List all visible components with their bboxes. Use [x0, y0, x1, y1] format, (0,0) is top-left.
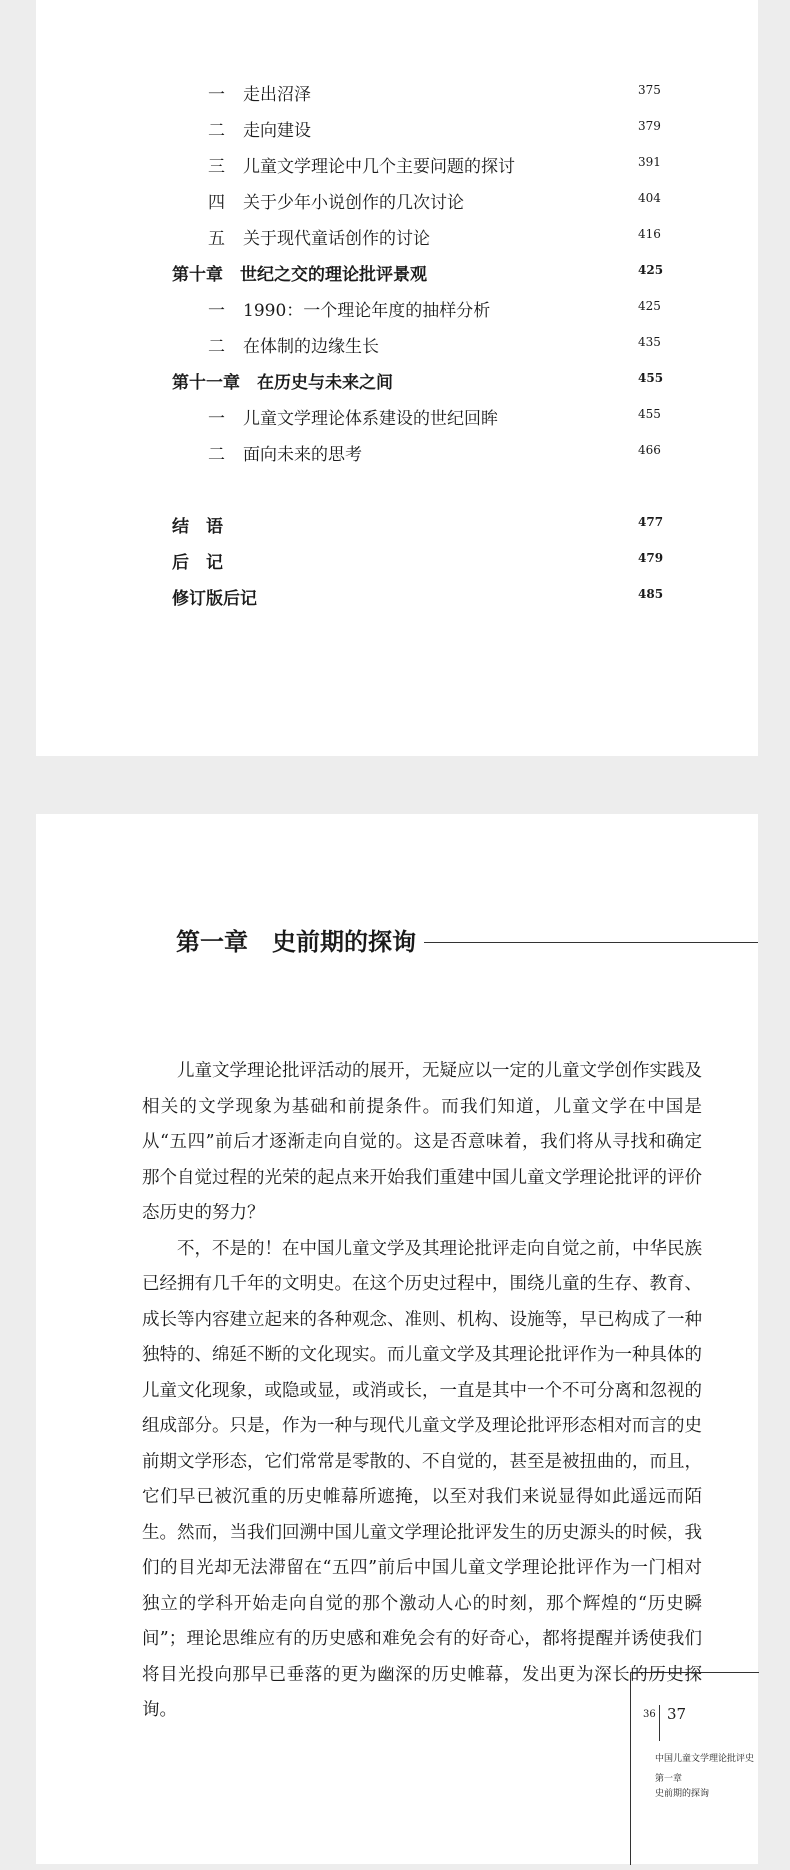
toc-entry — [36, 180, 758, 216]
toc-entry-number: 二 — [208, 337, 225, 357]
toc-entry-title: 面向未来的思考 — [243, 445, 362, 465]
toc-entry-page: 485 — [638, 587, 664, 601]
toc-entry — [36, 252, 758, 288]
toc-entry-page: 455 — [638, 371, 664, 385]
toc-entry-number: 一 — [208, 409, 225, 429]
toc-entry-page: 425 — [638, 299, 661, 313]
toc-entry-title: 走出沼泽 — [243, 85, 311, 105]
paragraph: 儿童文学理论批评活动的展开，无疑应以一定的儿童文学创作实践及相关的文学现象为基础和前提条件。而我们知道，儿童文学在中国是从“五四”前后才逐渐走向自觉的。这是否意味着，我们将从寻找和确定那个自觉过程的光荣的起点来开始我们重建中国儿童文学理论批评的评价态历史的努力？ — [142, 1061, 702, 1223]
toc-entry-title: 第十章 世纪之交的理论批评景观 — [172, 265, 427, 285]
toc-entry-page: 375 — [638, 83, 661, 97]
toc-entry-title: 关于现代童话创作的讨论 — [243, 229, 430, 249]
folio-divider — [659, 1705, 660, 1741]
toc-entry-title: 关于少年小说创作的几次讨论 — [243, 193, 464, 213]
toc-entry-number: 一 — [208, 301, 225, 321]
running-book-title: 中国儿童文学理论批评史 — [655, 1754, 755, 1764]
toc-entry-page: 391 — [638, 155, 661, 169]
toc-entry — [36, 360, 758, 396]
folio-left: 36 — [643, 1709, 656, 1720]
toc-entry-page: 435 — [638, 335, 661, 349]
toc-entry-number: 四 — [208, 193, 225, 213]
toc-entry — [36, 324, 758, 360]
toc-entry — [36, 504, 758, 540]
toc-entry-number: 二 — [208, 121, 225, 141]
toc-entry-page: 379 — [638, 119, 661, 133]
folio-right: 37 — [667, 1705, 687, 1723]
toc-entry — [36, 72, 758, 108]
toc-entry — [36, 576, 758, 612]
toc-entry — [36, 288, 758, 324]
chapter-page — [36, 814, 758, 1864]
toc-entry-page: 425 — [638, 263, 664, 277]
chapter-body — [142, 1054, 702, 1729]
running-chapter-title: 史前期的探询 — [655, 1789, 710, 1799]
running-footer — [630, 1672, 759, 1865]
toc-entry-number: 二 — [208, 445, 225, 465]
toc-entry — [36, 540, 758, 576]
toc-entry-page: 404 — [638, 191, 661, 205]
toc-entry-title: 儿童文学理论体系建设的世纪回眸 — [243, 409, 498, 429]
toc-entry-title: 1990：一个理论年度的抽样分析 — [243, 301, 491, 321]
toc-entry-number: 三 — [208, 157, 225, 177]
running-chapter-label: 第一章 — [655, 1774, 683, 1784]
toc-entry — [36, 396, 758, 432]
toc-entry-title: 后 记 — [172, 553, 223, 573]
toc-entry-number: 一 — [208, 85, 225, 105]
toc-entry-title: 第十一章 在历史与未来之间 — [172, 373, 393, 393]
toc-entry-title: 在体制的边缘生长 — [243, 337, 379, 357]
toc-entry-number: 五 — [208, 229, 225, 249]
chapter-rule — [424, 942, 758, 943]
toc-entry-title: 修订版后记 — [172, 589, 257, 609]
toc-entry-page: 455 — [638, 407, 661, 421]
toc-entry — [36, 216, 758, 252]
toc-entry-title: 结 语 — [172, 517, 223, 537]
toc-entry — [36, 144, 758, 180]
toc-entry-page: 479 — [638, 551, 664, 565]
toc-entry — [36, 108, 758, 144]
toc-entry-title: 儿童文学理论中几个主要问题的探讨 — [243, 157, 515, 177]
toc-entry — [36, 432, 758, 468]
toc-entry-page: 466 — [638, 443, 661, 457]
chapter-heading: 第一章 史前期的探询 — [176, 927, 416, 956]
toc-entry-title: 走向建设 — [243, 121, 311, 141]
toc-page — [36, 0, 758, 756]
paragraph: 不，不是的！在中国儿童文学及其理论批评走向自觉之前，中华民族已经拥有几千年的文明史。在这个历史过程中，围绕儿童的生存、教育、成长等内容建立起来的各种观念、准则、机构、设施等，早已构成了一种独特的、绵延不断的文化现实。而儿童文学及其理论批评作为一种具体的儿童文化现象，或隐或显，或消或长，一直是其中一个不可分离和忽视的组成部分。只是，作为一种与现代儿童文学及理论批评形态相对而言的史前期文学形态，它们常常是零散的、不自觉的，甚至是被扭曲的，而且，它们早已被沉重的历史帷幕所遮掩，以至对我们来说显得如此遥远而陌生。然而，当我们回溯中国儿童文学理论批评发生的历史源头的时候，我们的目光却无法滞留在“五四”前后中国儿童文学理论批评作为一门相对独立的学科开始走向自觉的那个激动人心的时刻，那个辉煌的“历史瞬间”；理论思维应有的历史感和难免会有的好奇心，都将提醒并诱使我们将目光投向那早已垂落的更为幽深的历史帷幕，发出更为深长的历史探询。 — [142, 1238, 702, 1720]
toc-entry-page: 416 — [638, 227, 661, 241]
toc-entry-page: 477 — [638, 515, 664, 529]
